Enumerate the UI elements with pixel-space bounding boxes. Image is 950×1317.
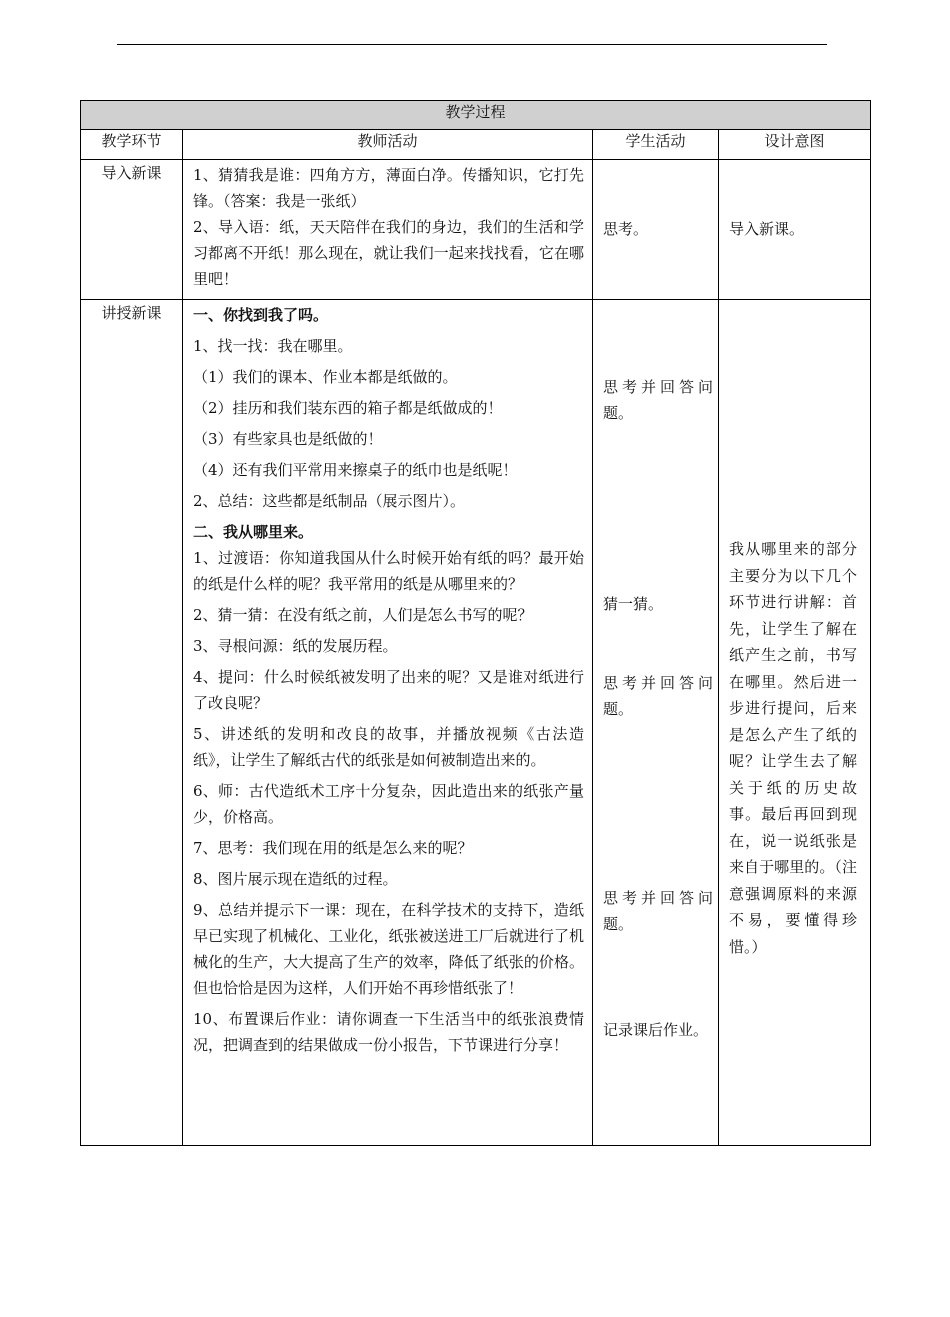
header-student-activity: 学生活动 (593, 130, 719, 160)
teacher-step: （3）有些家具也是纸做的！ (193, 430, 383, 448)
intro-teacher-activity (183, 160, 593, 300)
teacher-step: （1）我们的课本、作业本都是纸做的。 (193, 368, 458, 386)
intro-student-note: 思考。 (603, 220, 649, 238)
teacher-step: 10、布置课后作业：请你调查一下生活当中的纸张浪费情况，把调查到的结果做成一份小报告，下节课进行分享！ (193, 1010, 584, 1054)
student-note: 思考并回答问题。 (603, 378, 713, 422)
intro-student-activity (593, 160, 719, 300)
header-stage: 教学环节 (81, 130, 183, 160)
table-title-row (81, 101, 871, 130)
teacher-step: 2、猜一猜：在没有纸之前，人们是怎么书写的呢？ (193, 606, 533, 624)
teacher-step: 3、寻根问源：纸的发展历程。 (193, 637, 398, 655)
section-title: 二、我从哪里来。 (193, 523, 314, 541)
lesson-row (81, 300, 871, 1146)
student-note: 猜一猜。 (603, 595, 664, 613)
lesson-design-intent (719, 300, 871, 1146)
intro-design-intent (719, 160, 871, 300)
teacher-step: 5、讲述纸的发明和改良的故事，并播放视频《古法造纸》，让学生了解纸古代的纸张是如何被制造出来的。 (193, 725, 584, 769)
intent-note: 我从哪里来的部分主要分为以下几个环节进行讲解：首先，让学生了解在纸产生之前，书写在哪里。然后进一步进行提问，后来是怎么产生了纸的呢？让学生去了解关于纸的历史故事。最后再回到现在，说一说纸张是来自于哪里的。（注意强调原料的来源不易，要懂得珍惜。） (729, 540, 857, 956)
teacher-step: 9、总结并提示下一课：现在，在科学技术的支持下，造纸早已实现了机械化、工业化，纸张被送进工厂后就进行了机械化的生产，大大提高了生产的效率，降低了纸张的价格。但也恰恰是因为这样，人们开始不再珍惜纸张了！ (193, 901, 584, 997)
student-note: 思考并回答问题。 (603, 674, 713, 718)
teacher-step: （4）还有我们平常用来擦桌子的纸巾也是纸呢！ (193, 461, 518, 479)
lesson-student-activity (593, 300, 719, 1146)
teacher-step: 7、思考：我们现在用的纸是怎么来的呢？ (193, 839, 473, 857)
header-rule (117, 44, 827, 45)
intro-teacher-line: 2、导入语：纸，天天陪伴在我们的身边，我们的生活和学习都离不开纸！那么现在，就让我们一起来找找看，它在哪里吧！ (193, 218, 584, 288)
header-design-intent: 设计意图 (719, 130, 871, 160)
header-teacher-activity: 教师活动 (183, 130, 593, 160)
student-note: 思考并回答问题。 (603, 889, 713, 933)
intro-teacher-line: 1、猜猜我是谁：四角方方，薄面白净。传播知识，它打先锋。（答案：我是一张纸） (193, 166, 584, 210)
lesson-process-table (80, 100, 871, 1146)
intro-intent-note: 导入新课。 (729, 220, 805, 238)
lesson-stage: 讲授新课 (81, 300, 183, 1146)
table-header-row (81, 130, 871, 160)
section-title: 一、你找到我了吗。 (193, 306, 329, 324)
intro-row (81, 160, 871, 300)
teacher-step: （2）挂历和我们装东西的箱子都是纸做成的！ (193, 399, 503, 417)
student-note: 记录课后作业。 (603, 1021, 709, 1039)
teacher-step: 8、图片展示现在造纸的过程。 (193, 870, 398, 888)
teacher-step: 6、师：古代造纸术工序十分复杂，因此造出来的纸张产量少，价格高。 (193, 782, 584, 826)
lesson-teacher-activity (183, 300, 593, 1146)
teacher-step: 4、提问：什么时候纸被发明了出来的呢？又是谁对纸进行了改良呢？ (193, 668, 584, 712)
table-title: 教学过程 (81, 101, 871, 130)
intro-stage: 导入新课 (81, 160, 183, 300)
teacher-step: 1、过渡语：你知道我国从什么时候开始有纸的吗？最开始的纸是什么样的呢？我平常用的纸是从哪里来的？ (193, 549, 584, 593)
teacher-step: 2、总结：这些都是纸制品（展示图片）。 (193, 492, 466, 510)
teacher-step: 1、找一找：我在哪里。 (193, 337, 353, 355)
